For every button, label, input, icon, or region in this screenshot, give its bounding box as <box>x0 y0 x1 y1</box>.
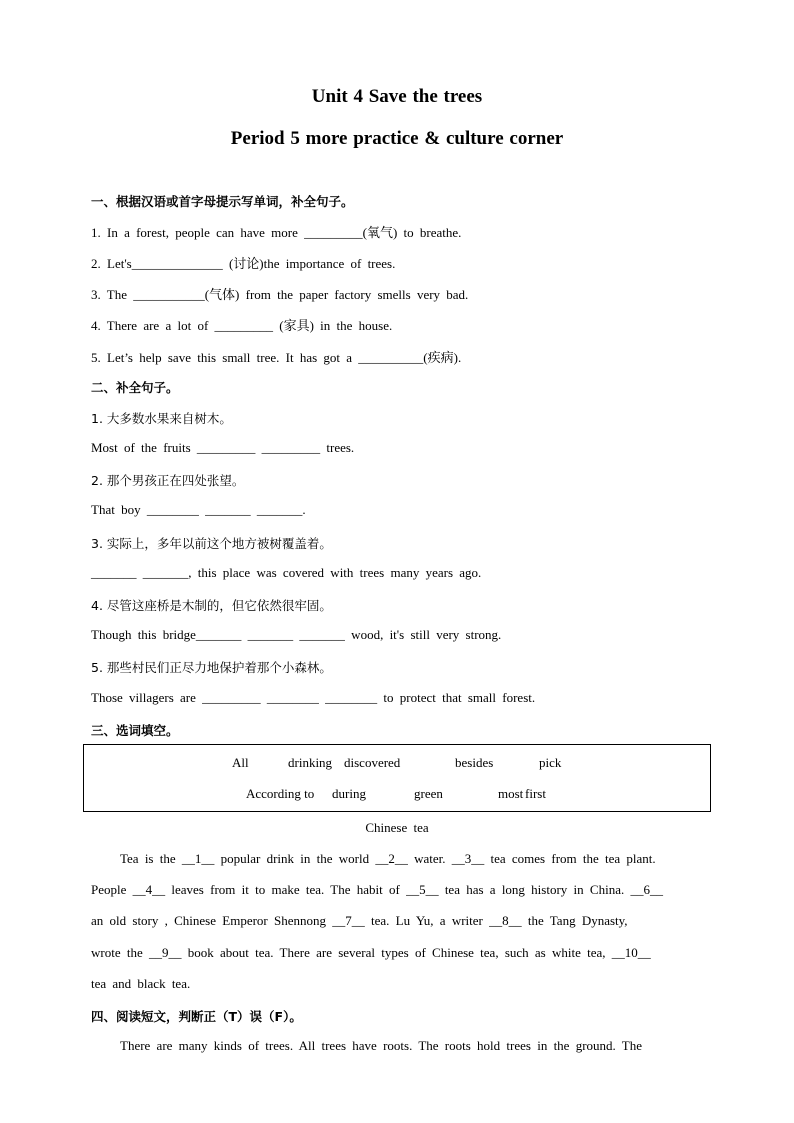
word-bank-word: green <box>414 786 443 801</box>
section2-item-5-en: Those villagers are _________ ________ ________ to protect that small forest. <box>91 690 536 705</box>
word-bank-word: first <box>525 786 546 801</box>
section2-item-2-cn: 2. 那个男孩正在四处张望。 <box>91 473 245 488</box>
section2-heading: 二、补全句子。 <box>91 380 179 395</box>
word-bank-word: According to <box>246 786 315 801</box>
passage-line: wrote the __9__ book about tea. There are several types of Chinese tea, such as white tea, __10__ <box>91 945 651 960</box>
passage-line: an old story , Chinese Emperor Shennong __7__ tea. Lu Yu, a writer __8__ the Tang Dynasty, <box>91 913 628 928</box>
reading-passage-line: There are many kinds of trees. All trees have roots. The roots hold trees in the ground. The <box>120 1038 643 1053</box>
passage-line: Tea is the __1__ popular drink in the world __2__ water. __3__ tea comes from the tea plant. <box>120 851 656 866</box>
section2-item-4-cn: 4. 尽管这座桥是木制的，但它依然很牢固。 <box>91 598 332 613</box>
section2-item-5-cn: 5. 那些村民们正尽力地保护着那个小森林。 <box>91 660 332 675</box>
word-bank-word: drinking <box>288 755 333 770</box>
word-bank-word: most <box>498 786 524 801</box>
section1-item-3: 3. The ___________(气体) from the paper factory smells very bad. <box>91 287 469 302</box>
word-bank-box <box>83 744 711 812</box>
section1-item-1: 1. In a forest, people can have more _________(氧气) to breathe. <box>91 225 462 240</box>
passage-line: tea and black tea. <box>91 976 191 991</box>
section1-item-2: 2. Let's______________ (讨论)the importance of trees. <box>91 256 396 271</box>
section1-heading: 一、根据汉语或首字母提示写单词，补全句子。 <box>91 194 354 209</box>
section2-item-1-cn: 1. 大多数水果来自树木。 <box>91 411 232 426</box>
word-bank-word: All <box>232 755 249 770</box>
section2-item-2-en: That boy ________ _______ _______. <box>91 502 306 517</box>
section2-item-4-en: Though this bridge_______ _______ _______ wood, it's still very strong. <box>91 627 502 642</box>
word-bank-word: discovered <box>344 755 401 770</box>
section4-heading: 四、阅读短文，判断正（T）误（F）。 <box>91 1009 302 1024</box>
section1-item-4: 4. There are a lot of _________ (家具) in the house. <box>91 318 393 333</box>
word-bank-word: pick <box>539 755 562 770</box>
section1-item-5: 5. Let’s help save this small tree. It has got a __________(疾病). <box>91 350 462 365</box>
section3-heading: 三、选词填空。 <box>91 723 179 738</box>
section2-item-1-en: Most of the fruits _________ _________ trees. <box>91 440 355 455</box>
word-bank-word: besides <box>455 755 494 770</box>
page-title: Unit 4 Save the trees <box>311 86 483 107</box>
passage-title: Chinese tea <box>365 820 429 835</box>
passage-line: People __4__ leaves from it to make tea. The habit of __5__ tea has a long history in China. __6__ <box>91 882 663 897</box>
section2-item-3-en: _______ _______, this place was covered with trees many years ago. <box>91 565 482 580</box>
page-subtitle: Period 5 more practice & culture corner <box>230 128 564 149</box>
section2-item-3-cn: 3. 实际上，多年以前这个地方被树覆盖着。 <box>91 536 332 551</box>
word-bank-word: during <box>332 786 366 801</box>
